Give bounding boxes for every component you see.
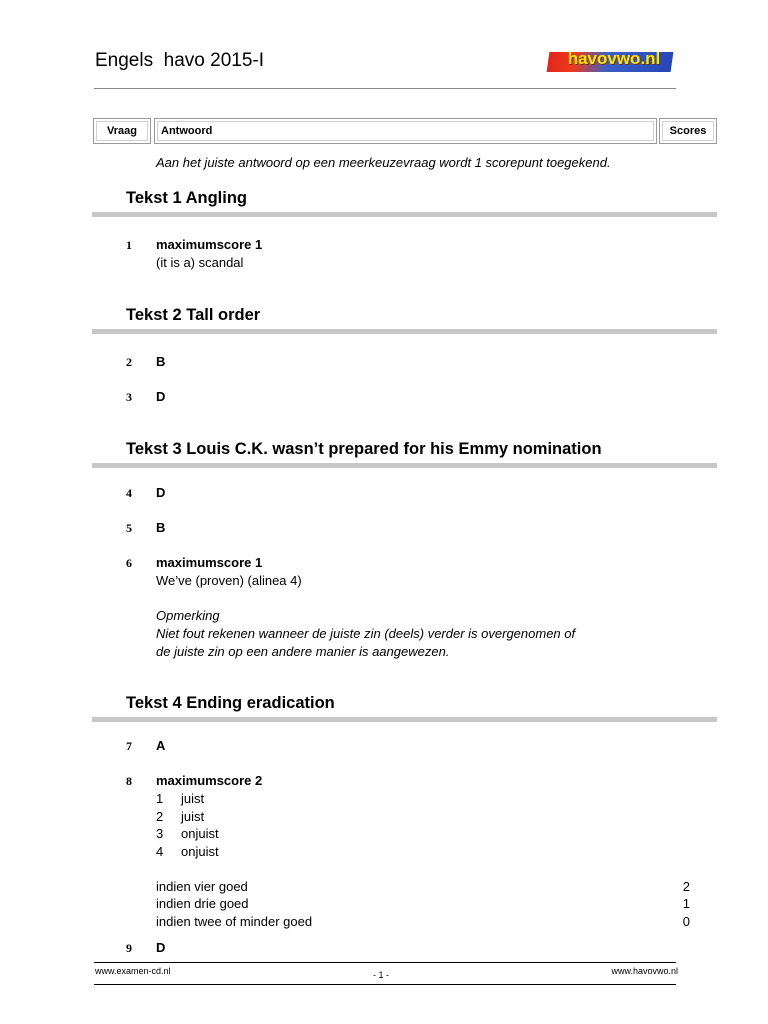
column-antwoord (154, 118, 657, 144)
scoring-rule-text: indien twee of minder goed (156, 914, 313, 929)
max-score-label: maximumscore 1 (156, 555, 263, 570)
column-vraag-label: Vraag (107, 125, 137, 137)
section-heading-tekst-2: Tekst 2 Tall order (126, 306, 261, 324)
list-item-text: onjuist (181, 844, 219, 859)
max-score-label: maximumscore 1 (156, 237, 263, 252)
column-scores-label: Scores (669, 125, 707, 137)
list-item-number: 1 (156, 791, 164, 806)
answer-text: B (156, 354, 166, 369)
question-number: 7 (126, 739, 132, 753)
scoring-rule-text: indien vier goed (156, 879, 248, 894)
footer-link-examen-cd[interactable]: www.examen-cd.nl (95, 966, 171, 976)
list-item-text: juist (181, 791, 205, 806)
answer-text: D (156, 389, 166, 404)
scoring-rule-score: 2 (682, 879, 690, 894)
max-score-label: maximumscore 2 (156, 773, 263, 788)
page-title: Engels havo 2015-I (95, 50, 265, 71)
remark-title: Opmerking (156, 608, 220, 623)
question-number: 5 (126, 521, 132, 535)
logo[interactable]: havovwo.nl (567, 49, 661, 68)
section-divider (92, 212, 717, 217)
header-divider (94, 88, 676, 89)
section-divider (92, 717, 717, 722)
answer-text: B (156, 520, 166, 535)
answer-text: D (156, 940, 166, 955)
section-heading-tekst-1: Tekst 1 Angling (126, 189, 248, 207)
section-divider (92, 463, 717, 468)
section-heading-tekst-3: Tekst 3 Louis C.K. wasn’t prepared for his Emmy nomination (126, 440, 602, 458)
footer-divider-bottom (94, 984, 676, 985)
question-number: 8 (126, 774, 132, 788)
column-vraag (93, 118, 151, 144)
column-scores (659, 118, 717, 144)
column-antwoord-label: Antwoord (161, 125, 213, 137)
list-item-text: juist (181, 809, 205, 824)
question-number: 4 (126, 486, 132, 500)
remark-text: de juiste zin op een andere manier is aangewezen. (156, 644, 450, 659)
scoring-rule-text: indien drie goed (156, 896, 249, 911)
section-divider (92, 329, 717, 334)
question-number: 6 (126, 556, 132, 570)
answer-text: We’ve (proven) (alinea 4) (156, 573, 302, 588)
page-number: - 1 - (373, 970, 390, 980)
answer-text: (it is a) scandal (156, 255, 244, 270)
list-item-number: 4 (156, 844, 164, 859)
answer-text: A (156, 738, 166, 753)
scoring-rule-score: 1 (682, 896, 690, 911)
list-item-number: 2 (156, 809, 164, 824)
section-heading-tekst-4: Tekst 4 Ending eradication (126, 694, 335, 712)
footer-divider-top (94, 962, 676, 963)
question-number: 2 (126, 355, 132, 369)
question-number: 1 (126, 238, 132, 252)
footer-link-havovwo[interactable]: www.havovwo.nl (611, 966, 678, 976)
list-item-number: 3 (156, 826, 164, 841)
list-item-text: onjuist (181, 826, 219, 841)
scoring-rule-score: 0 (682, 914, 690, 929)
answer-text: D (156, 485, 166, 500)
remark-text: Niet fout rekenen wanneer de juiste zin (deels) verder is overgenomen of (156, 626, 576, 641)
intro-note: Aan het juiste antwoord op een meerkeuzevraag wordt 1 scorepunt toegekend. (156, 155, 611, 170)
question-number: 3 (126, 390, 132, 404)
question-number: 9 (126, 941, 132, 955)
